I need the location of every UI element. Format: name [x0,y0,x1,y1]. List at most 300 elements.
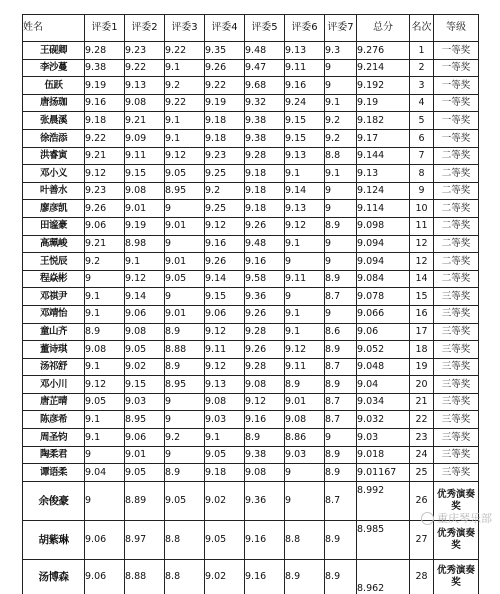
cell-judge-5: 9.26 [245,217,285,235]
cell-judge-3: 8.9 [165,464,205,482]
cell-judge-7: 8.9 [325,376,357,394]
cell-judge-6: 9.1 [285,305,325,323]
cell-judge-6: 9.13 [285,200,325,218]
cell-judge-5: 9.08 [245,376,285,394]
cell-judge-1: 9.16 [85,94,125,112]
cell-judge-5: 9.26 [245,305,285,323]
cell-rank: 22 [410,411,434,429]
header-judge-6: 评委6 [285,15,325,42]
cell-judge-7: 9 [325,182,357,200]
cell-judge-1: 9.1 [85,305,125,323]
cell-judge-6: 9.12 [285,341,325,359]
cell-judge-3: 9.05 [165,270,205,288]
cell-judge-1: 9.1 [85,358,125,376]
cell-rank: 5 [410,112,434,130]
cell-judge-4: 9.18 [205,129,245,147]
cell-judge-6: 9 [285,481,325,520]
cell-judge-2: 9.14 [125,288,165,306]
cell-judge-6: 8.9 [285,376,325,394]
cell-total: 9.048 [357,358,410,376]
header-judge-2: 评委2 [125,15,165,42]
cell-name: 廖彦凯 [23,200,85,218]
cell-judge-3: 8.8 [165,520,205,559]
header-row [23,15,479,42]
cell-level: 一等奖 [434,112,479,130]
cell-level: 三等奖 [434,429,479,447]
cell-judge-7: 8.7 [325,288,357,306]
table-row [23,200,479,218]
cell-judge-1: 9.06 [85,559,125,594]
cell-judge-7: 8.6 [325,323,357,341]
cell-judge-3: 9.01 [165,253,205,271]
cell-total: 9.018 [357,446,410,464]
cell-rank: 3 [410,77,434,95]
cell-judge-3: 9 [165,411,205,429]
cell-judge-6: 9.1 [285,235,325,253]
table-row [23,217,479,235]
cell-judge-1: 9.04 [85,464,125,482]
cell-judge-5: 8.9 [245,429,285,447]
cell-judge-7: 8.9 [325,270,357,288]
table-row [23,376,479,394]
cell-judge-5: 9.58 [245,270,285,288]
cell-total: 8.985 [357,520,410,559]
table-row [23,112,479,130]
cell-judge-1: 9 [85,446,125,464]
cell-judge-4: 9.35 [205,42,245,60]
cell-judge-4: 9.05 [205,520,245,559]
cell-judge-3: 9.01 [165,217,205,235]
cell-total: 9.03 [357,429,410,447]
cell-name: 王悦辰 [23,253,85,271]
cell-judge-4: 9.26 [205,253,245,271]
cell-rank: 16 [410,305,434,323]
cell-name: 田谧豪 [23,217,85,235]
cell-judge-7: 9 [325,429,357,447]
cell-name: 陶柔君 [23,446,85,464]
cell-judge-7: 9.1 [325,165,357,183]
cell-judge-5: 9.47 [245,59,285,77]
cell-judge-4: 9.11 [205,341,245,359]
cell-level: 二等奖 [434,182,479,200]
cell-rank: 12 [410,235,434,253]
cell-judge-6: 9.11 [285,270,325,288]
table-row [23,147,479,165]
table-row [23,94,479,112]
cell-total: 9.124 [357,182,410,200]
cell-rank: 12 [410,253,434,271]
cell-judge-3: 9 [165,235,205,253]
cell-judge-1: 9.12 [85,165,125,183]
cell-level: 二等奖 [434,253,479,271]
cell-judge-3: 9 [165,200,205,218]
cell-level: 三等奖 [434,305,479,323]
cell-level: 二等奖 [434,200,479,218]
cell-judge-5: 9.48 [245,235,285,253]
cell-judge-3: 9.01 [165,305,205,323]
cell-judge-2: 9.15 [125,376,165,394]
cell-judge-3: 9.1 [165,112,205,130]
cell-total: 9.214 [357,59,410,77]
cell-judge-7: 9 [325,59,357,77]
cell-name: 王砚卿 [23,42,85,60]
cell-total: 8.962 [357,559,410,594]
cell-judge-3: 8.88 [165,341,205,359]
cell-judge-1: 9.21 [85,147,125,165]
cell-judge-5: 9.38 [245,446,285,464]
cell-rank: 11 [410,217,434,235]
cell-total: 9.13 [357,165,410,183]
cell-judge-3: 9.22 [165,42,205,60]
cell-judge-4: 9.03 [205,411,245,429]
header-judge-4: 评委4 [205,15,245,42]
cell-judge-7: 8.8 [325,147,357,165]
cell-judge-5: 9.28 [245,147,285,165]
cell-level: 二等奖 [434,270,479,288]
cell-judge-6: 9.11 [285,358,325,376]
cell-judge-6: 9.03 [285,446,325,464]
cell-judge-7: 9 [325,235,357,253]
cell-judge-4: 9.06 [205,305,245,323]
cell-judge-2: 9.13 [125,77,165,95]
cell-level: 优秀演奏奖 [434,481,479,520]
cell-judge-2: 9.05 [125,341,165,359]
table-row [23,182,479,200]
cell-judge-2: 9.03 [125,393,165,411]
cell-judge-1: 9.26 [85,200,125,218]
cell-judge-6: 9.12 [285,217,325,235]
cell-rank: 24 [410,446,434,464]
cell-level: 三等奖 [434,323,479,341]
cell-judge-5: 9.48 [245,42,285,60]
cell-judge-6: 8.8 [285,520,325,559]
cell-judge-4: 9.19 [205,94,245,112]
cell-judge-4: 9.2 [205,182,245,200]
cell-judge-3: 9.05 [165,481,205,520]
cell-name: 胡紫琳 [23,520,85,559]
cell-judge-2: 9.01 [125,200,165,218]
cell-judge-6: 9.01 [285,393,325,411]
cell-judge-7: 9 [325,253,357,271]
cell-judge-1: 9.12 [85,376,125,394]
table-row [23,520,479,559]
cell-level: 优秀演奏奖 [434,559,479,594]
table-row [23,446,479,464]
cell-name: 唐扬珈 [23,94,85,112]
cell-rank: 25 [410,464,434,482]
cell-judge-2: 9.19 [125,217,165,235]
cell-judge-4: 9.26 [205,59,245,77]
cell-judge-7: 9 [325,200,357,218]
cell-level: 三等奖 [434,376,479,394]
cell-level: 三等奖 [434,358,479,376]
cell-judge-2: 9.08 [125,94,165,112]
cell-judge-7: 9.2 [325,129,357,147]
cell-judge-6: 8.86 [285,429,325,447]
cell-judge-4: 9.18 [205,464,245,482]
cell-total: 9.066 [357,305,410,323]
cell-judge-6: 9.14 [285,182,325,200]
cell-name: 陈彦希 [23,411,85,429]
cell-level: 三等奖 [434,446,479,464]
cell-judge-2: 9.12 [125,270,165,288]
cell-total: 9.04 [357,376,410,394]
cell-judge-6: 9.13 [285,147,325,165]
watermark [421,510,492,526]
cell-rank: 8 [410,165,434,183]
cell-judge-6: 9.13 [285,42,325,60]
cell-level: 二等奖 [434,165,479,183]
cell-judge-4: 9.22 [205,77,245,95]
cell-total: 9.084 [357,270,410,288]
cell-judge-4: 9.12 [205,217,245,235]
cell-judge-4: 9.23 [205,147,245,165]
cell-total: 9.182 [357,112,410,130]
cell-rank: 1 [410,42,434,60]
header-judge-5: 评委5 [245,15,285,42]
cell-level: 一等奖 [434,42,479,60]
cell-total: 9.114 [357,200,410,218]
cell-judge-5: 9.16 [245,253,285,271]
cell-judge-6: 9.15 [285,112,325,130]
table-row [23,165,479,183]
cell-judge-6: 9.08 [285,411,325,429]
cell-judge-6: 9.15 [285,129,325,147]
cell-level: 一等奖 [434,94,479,112]
cell-total: 9.052 [357,341,410,359]
cell-judge-3: 9.1 [165,129,205,147]
cell-judge-1: 9.28 [85,42,125,60]
cell-name: 高珮峻 [23,235,85,253]
cell-judge-7: 8.7 [325,393,357,411]
cell-judge-2: 9.09 [125,129,165,147]
cell-rank: 27 [410,520,434,559]
cell-judge-1: 9.38 [85,59,125,77]
cell-rank: 19 [410,358,434,376]
cell-judge-5: 9.16 [245,520,285,559]
cell-rank: 14 [410,270,434,288]
header-judge-3: 评委3 [165,15,205,42]
cell-judge-5: 9.68 [245,77,285,95]
cell-judge-7: 8.7 [325,358,357,376]
cell-total: 9.276 [357,42,410,60]
cell-level: 三等奖 [434,393,479,411]
cell-judge-3: 9.12 [165,147,205,165]
cell-total: 9.078 [357,288,410,306]
cell-judge-5: 9.28 [245,323,285,341]
cell-judge-7: 8.7 [325,411,357,429]
cell-rank: 20 [410,376,434,394]
cell-judge-4: 9.1 [205,429,245,447]
cell-judge-5: 9.16 [245,411,285,429]
cell-judge-6: 9 [285,288,325,306]
cell-name: 唐芷晴 [23,393,85,411]
cell-judge-4: 9.02 [205,481,245,520]
cell-total: 9.032 [357,411,410,429]
cell-total: 9.098 [357,217,410,235]
cell-judge-7: 9 [325,305,357,323]
cell-judge-3: 8.9 [165,358,205,376]
cell-level: 一等奖 [434,59,479,77]
cell-rank: 10 [410,200,434,218]
cell-name: 程焱彬 [23,270,85,288]
header-level: 等级 [434,15,479,42]
cell-judge-1: 9.06 [85,217,125,235]
cell-judge-3: 9.1 [165,59,205,77]
cell-judge-5: 9.32 [245,94,285,112]
cell-rank: 21 [410,393,434,411]
cell-judge-2: 9.08 [125,323,165,341]
cell-judge-6: 8.9 [285,559,325,594]
cell-judge-7: 8.9 [325,217,357,235]
cell-level: 优秀演奏奖 [434,520,479,559]
cell-judge-1: 9 [85,481,125,520]
cell-total: 9.19 [357,94,410,112]
cell-judge-7: 8.9 [325,464,357,482]
cell-judge-3: 9.2 [165,429,205,447]
cell-judge-7: 8.7 [325,481,357,520]
cell-judge-2: 9.05 [125,464,165,482]
cell-judge-1: 9.06 [85,520,125,559]
table-row [23,393,479,411]
cell-judge-1: 9 [85,270,125,288]
cell-judge-5: 9.38 [245,129,285,147]
cell-judge-6: 9.16 [285,77,325,95]
cell-judge-3: 9 [165,446,205,464]
cell-name: 张晨溪 [23,112,85,130]
cell-total: 9.06 [357,323,410,341]
cell-total: 8.992 [357,481,410,520]
cell-judge-4: 9.13 [205,376,245,394]
cell-judge-2: 9.01 [125,446,165,464]
cell-level: 二等奖 [434,235,479,253]
cell-judge-4: 9.16 [205,235,245,253]
cell-judge-6: 9.1 [285,323,325,341]
cell-rank: 17 [410,323,434,341]
cell-judge-1: 9.1 [85,288,125,306]
cell-judge-4: 9.25 [205,200,245,218]
header-judge-1: 评委1 [85,15,125,42]
cell-judge-2: 9.06 [125,305,165,323]
cell-judge-2: 9.08 [125,182,165,200]
cell-judge-3: 9.05 [165,165,205,183]
cell-level: 一等奖 [434,129,479,147]
cell-level: 二等奖 [434,147,479,165]
cell-judge-3: 8.8 [165,559,205,594]
cell-rank: 6 [410,129,434,147]
cell-level: 三等奖 [434,288,479,306]
cell-name: 邓祺尹 [23,288,85,306]
cell-judge-7: 9.1 [325,94,357,112]
table-row [23,464,479,482]
table-row [23,429,479,447]
cell-judge-7: 8.9 [325,446,357,464]
cell-rank: 15 [410,288,434,306]
cell-judge-5: 9.26 [245,341,285,359]
cell-judge-5: 9.36 [245,481,285,520]
cell-judge-5: 9.18 [245,165,285,183]
score-table [22,14,479,594]
cell-name: 汤博森 [23,559,85,594]
cell-judge-2: 9.23 [125,42,165,60]
cell-judge-1: 9.21 [85,235,125,253]
cell-judge-7: 9.2 [325,112,357,130]
cell-rank: 26 [410,481,434,520]
cell-name: 汤祁舒 [23,358,85,376]
table-row [23,411,479,429]
cell-judge-1: 9.1 [85,411,125,429]
cell-name: 周圣钧 [23,429,85,447]
cell-judge-2: 9.21 [125,112,165,130]
cell-judge-1: 9.1 [85,429,125,447]
cell-judge-7: 9.3 [325,42,357,60]
cell-name: 邓靖怡 [23,305,85,323]
cell-name: 谭语柔 [23,464,85,482]
cell-judge-6: 9.1 [285,165,325,183]
cell-judge-3: 9 [165,393,205,411]
cell-judge-1: 9.22 [85,129,125,147]
wechat-logo-icon [421,512,434,525]
cell-total: 9.144 [357,147,410,165]
table-row [23,305,479,323]
table-row [23,77,479,95]
cell-name: 余俊豪 [23,481,85,520]
cell-rank: 7 [410,147,434,165]
cell-judge-3: 8.9 [165,323,205,341]
cell-total: 9.17 [357,129,410,147]
table-row [23,235,479,253]
cell-judge-1: 9.18 [85,112,125,130]
header-total: 总分 [357,15,410,42]
cell-total: 9.01167 [357,464,410,482]
cell-judge-5: 9.18 [245,200,285,218]
cell-judge-1: 9.23 [85,182,125,200]
cell-judge-5: 9.38 [245,112,285,130]
cell-judge-2: 8.95 [125,411,165,429]
table-row [23,559,479,594]
table-row [23,270,479,288]
cell-judge-4: 9.25 [205,165,245,183]
cell-name: 邓小义 [23,165,85,183]
cell-judge-5: 9.36 [245,288,285,306]
cell-judge-6: 9 [285,253,325,271]
cell-judge-1: 8.9 [85,323,125,341]
cell-judge-2: 8.97 [125,520,165,559]
cell-judge-4: 9.15 [205,288,245,306]
header-judge-7: 评委7 [325,15,357,42]
cell-name: 邓小川 [23,376,85,394]
cell-judge-5: 9.28 [245,358,285,376]
cell-level: 三等奖 [434,464,479,482]
cell-name: 董诗琪 [23,341,85,359]
cell-rank: 2 [410,59,434,77]
cell-level: 一等奖 [434,77,479,95]
cell-rank: 28 [410,559,434,594]
cell-judge-2: 9.15 [125,165,165,183]
cell-judge-1: 9.2 [85,253,125,271]
cell-judge-7: 9 [325,77,357,95]
cell-judge-7: 8.9 [325,559,357,594]
cell-name: 李沙蔓 [23,59,85,77]
cell-judge-3: 8.95 [165,376,205,394]
header-name: 姓名 [23,15,85,42]
cell-judge-6: 9.24 [285,94,325,112]
table-row [23,59,479,77]
table-row [23,341,479,359]
cell-total: 9.094 [357,235,410,253]
cell-rank: 23 [410,429,434,447]
table-row [23,288,479,306]
